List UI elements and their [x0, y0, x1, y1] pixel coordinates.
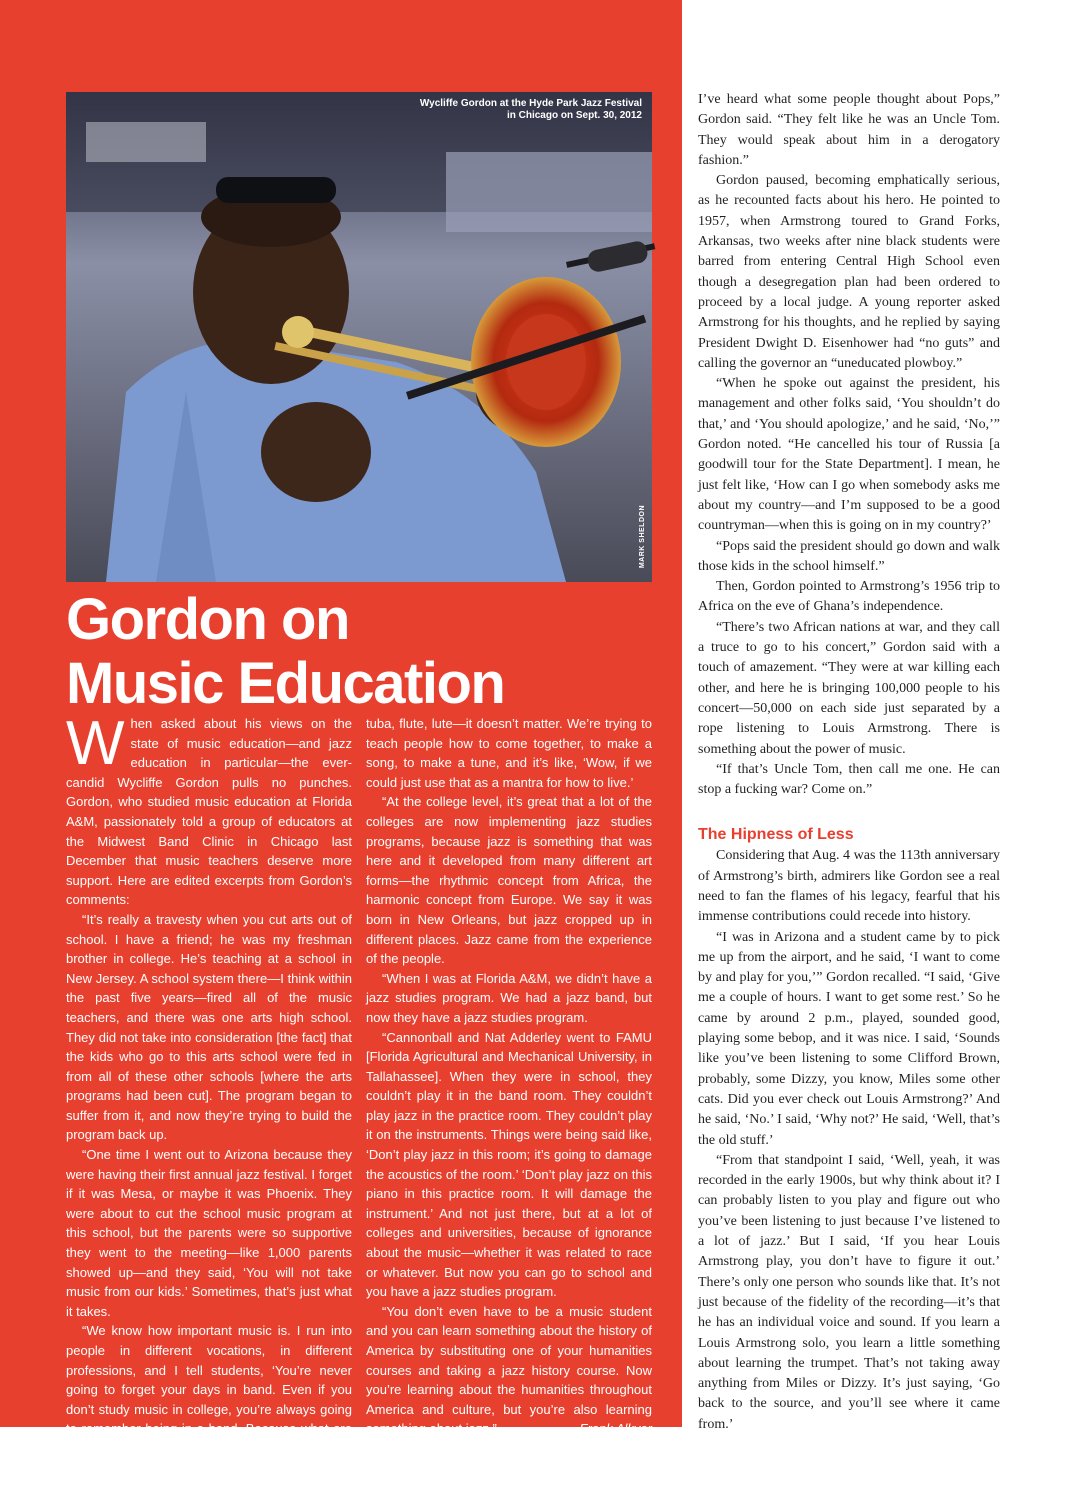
- article-paragraph: “When I was at Florida A&M, we didn’t have a jazz studies program. We had a jazz band, but now they have a jazz studies program.: [366, 970, 652, 1025]
- trombone-player-illustration: [66, 92, 652, 582]
- photo-caption: Wycliffe Gordon at the Hyde Park Jazz Festival in Chicago on Sept. 30, 2012: [419, 98, 642, 121]
- article-paragraph: “It’s really a travesty when you cut arts out of school. I have a friend; he was my freshman brother in college. He’s teaching at a school in New Jersey. A school system there—I think within the past five years—fired all of the music teachers, and there was one arts high school. They did not take into consideration [the fact] that the kids who go to this arts school were fed in from all of these other schools [where the arts programs had been cut]. The program began to suffer from it, and now they’re trying to build the program back up.: [66, 911, 352, 1143]
- author-signature: —Frank Alkyer: [566, 1420, 652, 1436]
- photo-wycliffe-gordon: [66, 92, 652, 582]
- article-paragraph: “One time I went out to Arizona because they were having their first annual jazz festival. I forget if it was Mesa, or maybe it was Phoenix. They were about to cut the school music program at this school, but the parents were so supportive they went to the meeting—like 1,000 parents showed up—and they said, ‘You will not take music from our kids.’ Sometimes, that’s just what it takes.: [66, 1147, 352, 1319]
- article-paragraph: “We know how important music is. I run into people in different vocations, in different professions, and I tell students, ‘You’re never going to forget your days in band. Even if you don’t study music in college, you’re always going to remember being in a band. Because what are we doing? We have a common goal in mind, whether you’re playing the oboe, trombone, trumpet,: [66, 1323, 352, 1496]
- article-paragraph: “From that standpoint I said, ‘Well, yeah, it was recorded in the early 1900s, but why think about it? I can probably listen to you play and figure out who you’ve been listening to just because I’ve listened to a lot of jazz.’ But I said, ‘If you hear Louis Armstrong play, you don’t have to figure it out.’ There’s only one person who sounds like that. It’s not just because of the fidelity of the recording—it’s that he has an individual voice and sound. If you learn a Louis Armstrong solo, you learn a little something about learning the trumpet. That’s not taking away anything from Miles or Dizzy. It’s just saying, ‘Go back to the source, and you’ll see where it came from.’: [698, 1152, 1000, 1432]
- headline-line-2: Music Education: [66, 651, 505, 716]
- page-title: [66, 588, 666, 716]
- article-paragraph: “I was in Arizona and a student came by to pick me up from the airport, and he said, ‘I want to come by and play for you,’” Gordon recalled. “I said, ‘Give me a couple of hours. I want to get some rest.’ So he came by around 2 p.m., played, sounded good, playing some bebop, and it was nice. I said, ‘Sounds like you’ve been listening to some Clifford Brown, probably, some Dizzy, you know, Miles some other cats. Did you ever check out Louis Armstrong?’ And he said, ‘No.’ I said, ‘Why not?’ He said, ‘Well, that’s the old stuff.’: [698, 929, 1000, 1148]
- left-article-column: [66, 709, 352, 1496]
- article-paragraph: “Cannonball and Nat Adderley went to FAMU [Florida Agricultural and Mechanical University, in Tallahassee]. When they were in school, they couldn’t play it in the band room. They couldn’t play jazz in the practice room. They couldn’t play it on the instruments. Things were being said like, ‘Don’t play jazz in this room; it’s going to damage the acoustics of the room.’ ‘Don’t play jazz on this piano in this practice room. It will damage the instrument.’ And not just there, but at a lot of colleges and universities, because of ignorance about the music—whether it was related to race or whatever. But now you can go to school and you have a jazz studies program.: [366, 1029, 652, 1300]
- article-paragraph: I’ve heard what some people thought about Pops,” Gordon said. “They felt like he was an Uncle Tom. They would speak about him in a derogatory fashion.”: [698, 92, 1000, 168]
- article-paragraph: “You don’t even have to be a music student and you can learn something about the history of America by substituting one of your humanities courses and taking a jazz history course. Now you’re learning about the humanities throughout America and culture, but you’re also learning something about jazz.”: [366, 1303, 652, 1437]
- right-article-column: [698, 90, 1000, 1432]
- drop-cap: W: [66, 709, 125, 778]
- section-subhead: The Hipness of Less: [698, 826, 854, 844]
- photo-credit: MARK SHELDON: [639, 504, 646, 568]
- article-paragraph: “There’s two African nations at war, and they call a truce to go to his concert,” Gordon said with a touch of amazement. “They were at war killing each other, and here he is bringing 100,000 people to his concert—50,000 on each side just separated by a rope listening to Louis Armstrong. There is something about the power of music.: [698, 619, 1000, 757]
- article-paragraph: “Pops said the president should go down and walk those kids in the school himself.”: [698, 538, 1000, 574]
- article-paragraph: Considering that Aug. 4 was the 113th anniversary of Armstrong’s birth, admirers like Gordon see a real need to fan the flames of his legacy, fearful that his immense contributions could recede into history.: [698, 848, 1000, 925]
- headline-line-1: Gordon on: [66, 587, 349, 652]
- article-paragraph: Gordon paused, becoming emphatically serious, as he recounted facts about his hero. He pointed to 1957, when Armstrong toured to Grand Forks, Arkansas, two weeks after nine black students were barred from entering Central High School even though a desegregation plan had been ordered to proceed by a local judge. A young reporter asked Armstrong for his thoughts, and he replied by saying President Dwight D. Eisenhower had “no guts” and calling the governor an “uneducated plowboy.”: [698, 173, 1000, 371]
- article-paragraph: Then, Gordon pointed to Armstrong’s 1956 trip to Africa on the eve of Ghana’s independence.: [698, 579, 1000, 615]
- middle-article-column: [366, 714, 652, 1437]
- article-paragraph: “If that’s Uncle Tom, then call me one. He can stop a fucking war? Come on.”: [698, 761, 1000, 798]
- article-paragraph: “At the college level, it’s great that a lot of the colleges are now implementing jazz studies programs, because jazz is something that was here and it developed from many different art forms—the rhythmic concept from Africa, the harmonic concept from Europe. We say it was born in New Orleans, but jazz cropped up in different places. Jazz came from the experience of the people.: [366, 794, 652, 967]
- article-paragraph: tuba, flute, lute—it doesn’t matter. We’re trying to teach people how to come together, to make a song, to make a tune, and it’s like, ‘Wow, if we could just use that as a mantra for how to live.’: [366, 716, 652, 790]
- article-paragraph: “When he spoke out against the president, his management and other folks said, ‘You shouldn’t do that,’ and ‘You should apologize,’ and he said, ‘No,’” Gordon noted. “He cancelled his tour of Russia [a goodwill tour for the State Department]. I mean, he just felt like, ‘How can I go when somebody asks me about my country—and I’m supposed to be a good countryman—when this is going on in my country?’: [698, 376, 1000, 534]
- article-paragraph: When asked about his views on the state of music education—and jazz education in particular—the ever-candid Wycliffe Gordon pulls no punches. Gordon, who studied music education at Florida A&M, passionately told a group of educators at the Midwest Band Clinic in Chicago last December that music teachers deserve more support. Here are edited excerpts from Gordon’s comments:: [66, 709, 352, 908]
